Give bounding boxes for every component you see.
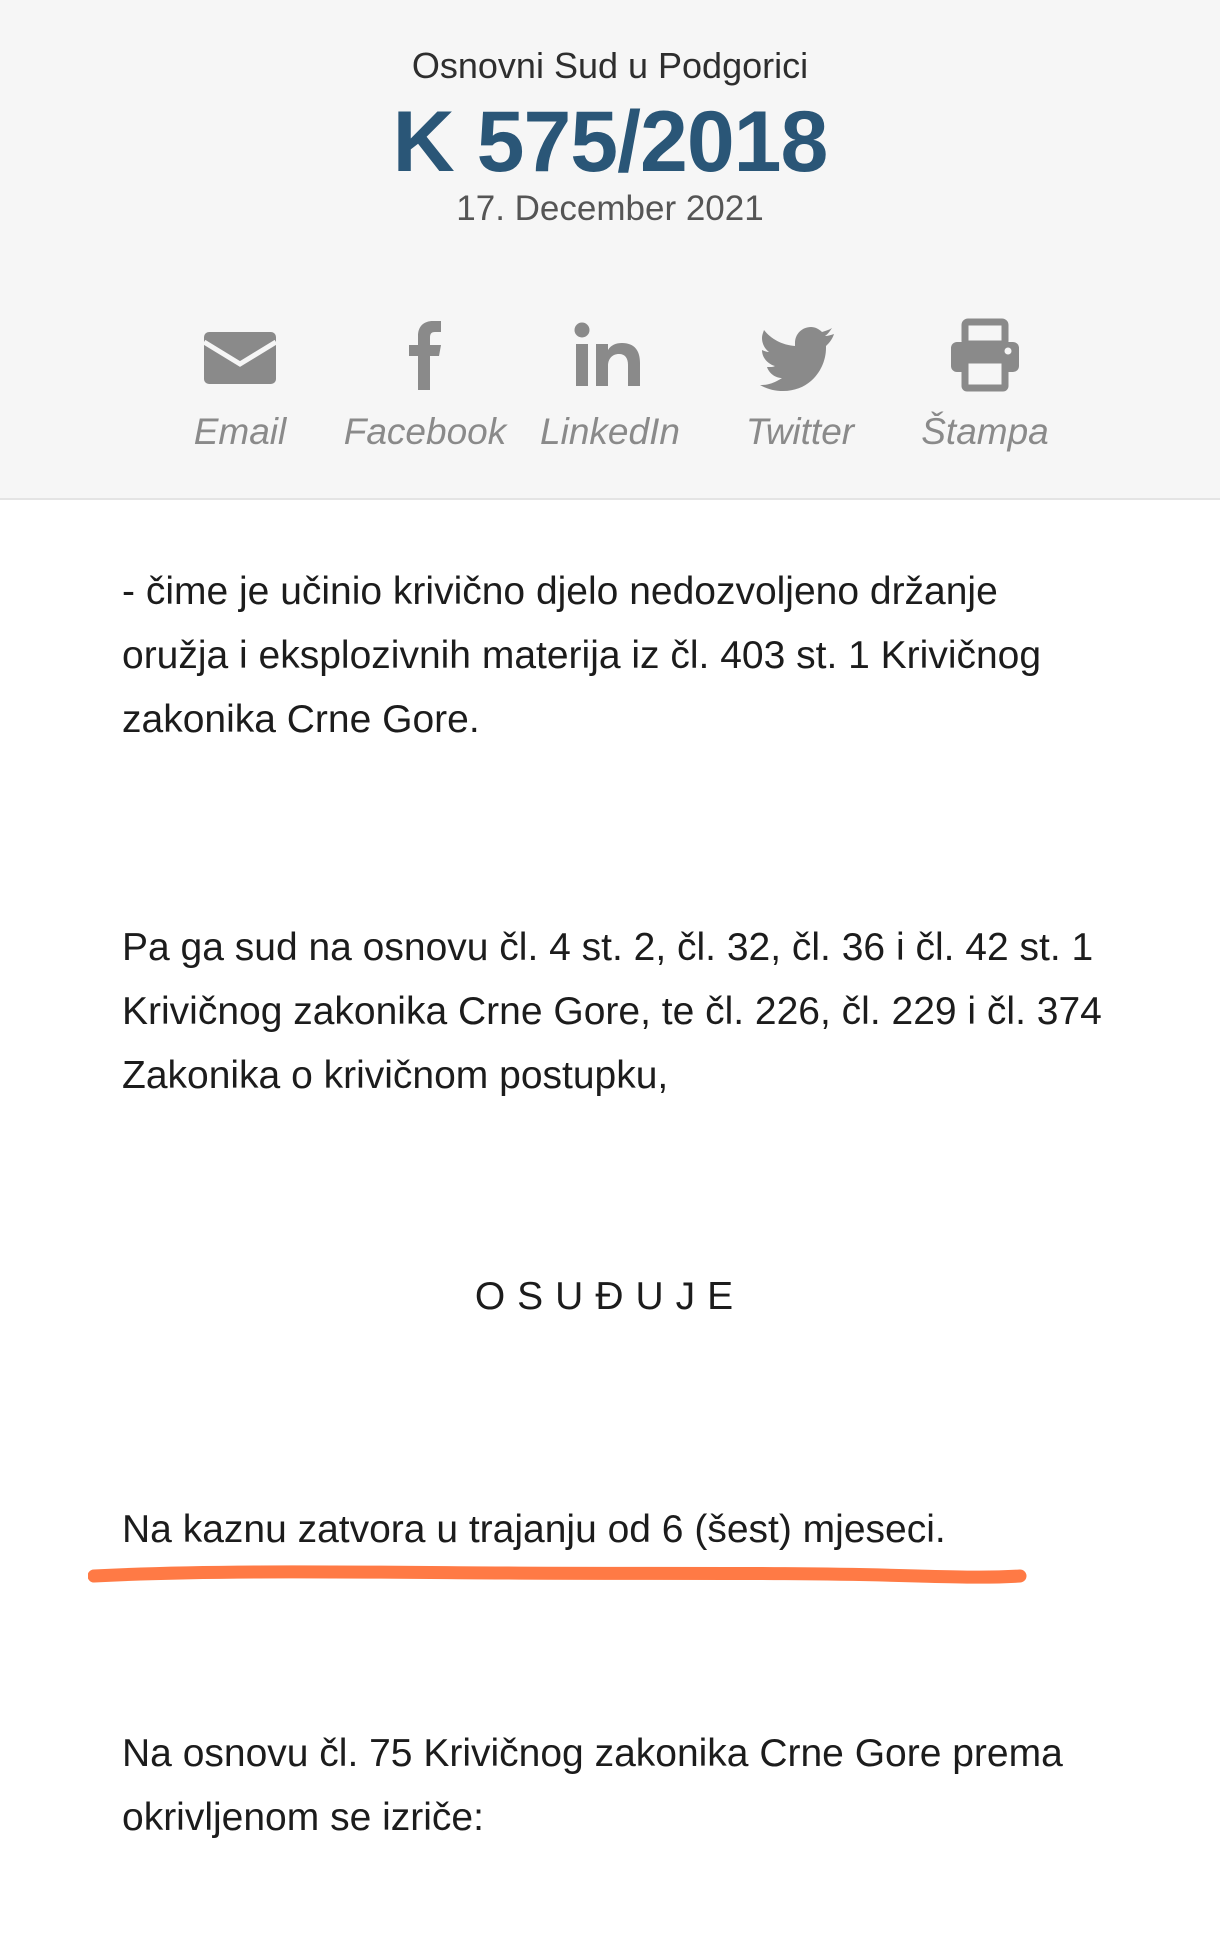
print-icon	[945, 318, 1025, 392]
share-facebook-button[interactable]	[325, 318, 525, 458]
court-name: Osnovni Sud u Podgorici	[411, 45, 809, 86]
share-facebook-label: Facebook	[343, 411, 507, 452]
case-header	[0, 0, 1220, 500]
share-twitter-label: Twitter	[745, 411, 855, 452]
share-linkedin-button[interactable]	[510, 318, 710, 458]
share-print-button[interactable]	[885, 318, 1085, 458]
twitter-icon	[760, 318, 840, 392]
share-email-label: Email	[193, 411, 287, 452]
paragraph-measure: Na osnovu čl. 75 Krivičnog zakonika Crne Gore prema okrivljenom se izriče:	[122, 1732, 1063, 1839]
share-twitter-button[interactable]	[700, 318, 900, 458]
case-number: K 575/2018	[392, 94, 828, 190]
linkedin-icon	[570, 318, 650, 392]
case-date: 17. December 2021	[456, 189, 764, 228]
share-print-label: Štampa	[921, 411, 1049, 452]
highlight-underline	[88, 1556, 1028, 1596]
verdict-heading: OSUĐUJE	[474, 1275, 746, 1318]
share-bar	[0, 318, 1220, 458]
paragraph-legal-basis: Pa ga sud na osnovu čl. 4 st. 2, čl. 32, čl. 36 i čl. 42 st. 1 Krivičnog zakonika Crne Gore, te čl. 226, čl. 229 i čl. 374 Zakonika o krivičnom postupku,	[122, 926, 1102, 1097]
share-linkedin-label: LinkedIn	[540, 411, 680, 452]
email-icon	[200, 318, 280, 392]
paragraph-sentence: Na kaznu zatvora u trajanju od 6 (šest) mjeseci.	[122, 1508, 946, 1551]
share-email-button[interactable]	[140, 318, 340, 458]
paragraph-offense: - čime je učinio krivično djelo nedozvoljeno držanje oružja i eksplozivnih materija iz čl. 403 st. 1 Krivičnog zakonika Crne Gore.	[122, 570, 1042, 741]
facebook-icon	[385, 318, 465, 392]
